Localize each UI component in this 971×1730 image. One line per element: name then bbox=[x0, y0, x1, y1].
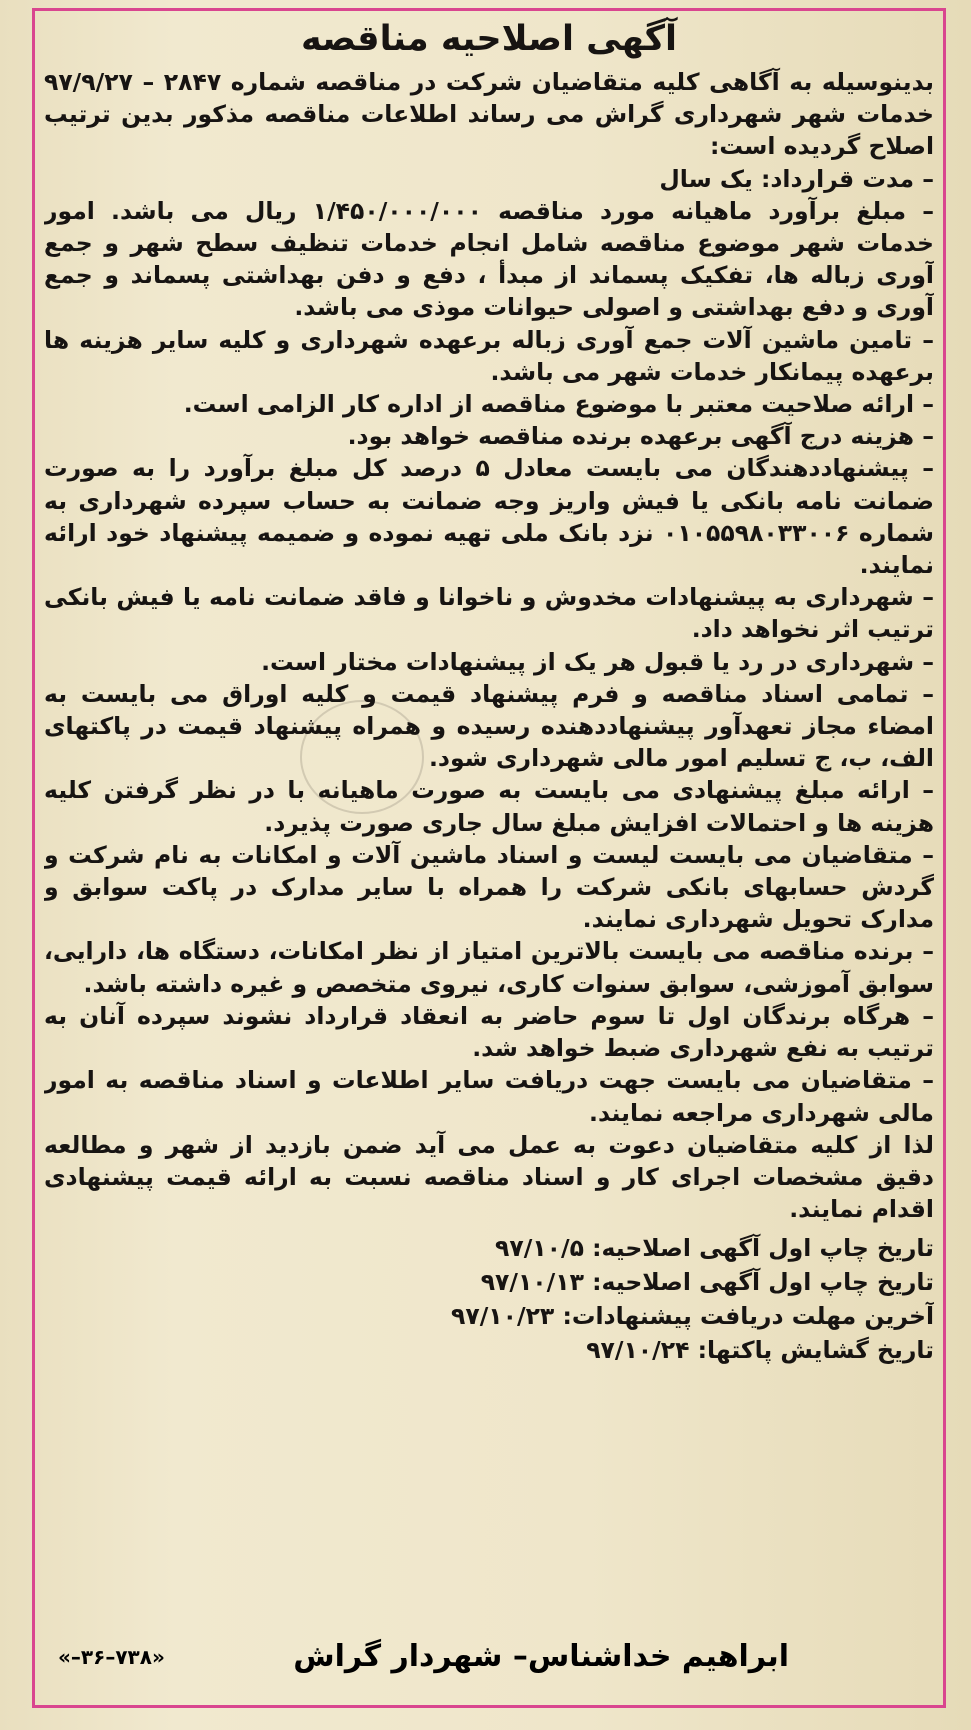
notice-paragraph-invalid-bids: – شهرداری به پیشنهادات مخدوش و ناخوانا و فاقد ضمانت نامه یا فیش بانکی ترتیب اثر نخواهد داد. bbox=[44, 583, 934, 644]
notice-paragraph-info: – متقاضیان می بایست جهت دریافت سایر اطلاعات و اسناد مناقصه به امور مالی شهرداری مراجعه نمایند. bbox=[44, 1066, 934, 1127]
date-second-print: تاریخ چاپ اول آگهی اصلاحیه: ۹۷/۱۰/۱۳ bbox=[480, 1268, 934, 1297]
notice-dates bbox=[44, 1231, 934, 1367]
date-opening: تاریخ گشایش پاکتها: ۹۷/۱۰/۲۴ bbox=[586, 1336, 934, 1365]
notice-paragraph-monthly-price: – ارائه مبلغ پیشنهادی می بایست به صورت ماهیانه با در نظر گرفتن کلیه هزینه ها و احتمالات افزایش مبلغ سال جاری صورت پذیرد. bbox=[44, 776, 934, 837]
signature-name: ابراهیم خداشناس– شهردار گراش bbox=[293, 1639, 789, 1674]
notice-body bbox=[44, 14, 934, 1704]
notice-paragraph-equipment-list: – متقاضیان می بایست لیست و اسناد ماشین آلات و امکانات به نام شرکت و گردش حسابهای بانکی شرکت را همراه با سایر مدارک در پاکت سوابق و مدارک تحویل شهرداری نمایند. bbox=[44, 840, 934, 934]
notice-paragraph-qualification: – ارائه صلاحیت معتبر با موضوع مناقصه از اداره کار الزامی است. bbox=[183, 390, 934, 419]
notice-paragraph-ad-cost: – هزینه درج آگهی برعهده برنده مناقصه خواهد بود. bbox=[347, 422, 934, 451]
signature-block bbox=[0, 1632, 971, 1682]
notice-paragraph-invitation: لذا از کلیه متقاضیان دعوت به عمل می آید ضمن بازدید از شهر و مطالعه دقیق مشخصات اجرای کار و اسناد مناقصه نسبت به ارائه قیمت پیشنهادی اقدام نمایند. bbox=[44, 1130, 934, 1224]
date-first-print: تاریخ چاپ اول آگهی اصلاحیه: ۹۷/۱۰/۵ bbox=[495, 1234, 934, 1263]
notice-paragraph-intro: بدینوسیله به آگاهی کلیه متقاضیان شرکت در مناقصه شماره ۲۸۴۷ – ۹۷/۹/۲۷ خدمات شهر شهرداری گراش می رساند اطلاعات مناقصه مذکور بدین ترتیب اصلاح گردیده است: bbox=[44, 68, 934, 161]
notice-title: آگهی اصلاحیه مناقصه bbox=[300, 19, 678, 59]
notice-paragraph-contract-duration: – مدت قرارداد: یک سال bbox=[659, 164, 934, 193]
notice-paragraph-discretion: – شهرداری در رد یا قبول هر یک از پیشنهادات مختار است. bbox=[261, 647, 934, 676]
ad-code: «۷۳۸–۳۶–» bbox=[58, 1645, 165, 1669]
notice-paragraph-forfeit: – هرگاه برندگان اول تا سوم حاضر به انعقاد قرارداد نشوند سپرده آنان به ترتیب به نفع شهرداری ضبط خواهد شد. bbox=[44, 1001, 934, 1063]
notice-paragraph-estimate: – مبلغ برآورد ماهیانه مورد مناقصه ۱/۴۵۰/۰۰۰/۰۰۰ ریال می باشد. امور خدمات شهر موضوع مناقصه شامل انجام خدمات تنظیف سطح شهر و جمع آوری زباله ها، تفکیک پسماند از مبدأ ، دفع و دفن بهداشتی پسماند و جمع آوری و دفع بهداشتی و اصولی حیوانات موذی می باشد. bbox=[44, 196, 934, 322]
notice-paragraph-documents: – تمامی اسناد مناقصه و فرم پیشنهاد قیمت و کلیه اوراق می بایست به امضاء مجاز تعهدآور پیشنهاددهنده رسیده و همراه پیشنهاد قیمت در پاکتهای الف، ب، ج تسلیم امور مالی شهرداری شود. bbox=[44, 679, 934, 773]
notice-paragraph-guarantee: – پیشنهاددهندگان می بایست معادل ۵ درصد کل مبلغ برآورد را به صورت ضمانت نامه بانکی یا فیش واریز وجه ضمانت به حساب سپرده شهرداری به شماره ۰۱۰۵۵۹۸۰۳۳۰۰۶ نزد بانک ملی تهیه نموده و ضمیمه پیشنهاد خود ارائه نمایند. bbox=[44, 454, 934, 580]
notice-paragraph-machinery: – تامین ماشین آلات جمع آوری زباله برعهده شهرداری و کلیه سایر هزینه ها برعهده پیمانکار خدمات شهر می باشد. bbox=[44, 325, 934, 386]
date-deadline: آخرین مهلت دریافت پیشنهادات: ۹۷/۱۰/۲۳ bbox=[451, 1302, 934, 1331]
notice-paragraph-winner-criteria: – برنده مناقصه می بایست بالاترین امتیاز از نظر امکانات، دستگاه ها، دارایی، سوابق آموزشی، سوابق سنوات کاری، نیروی متخصص و غیره داشته باشد. bbox=[44, 937, 934, 998]
